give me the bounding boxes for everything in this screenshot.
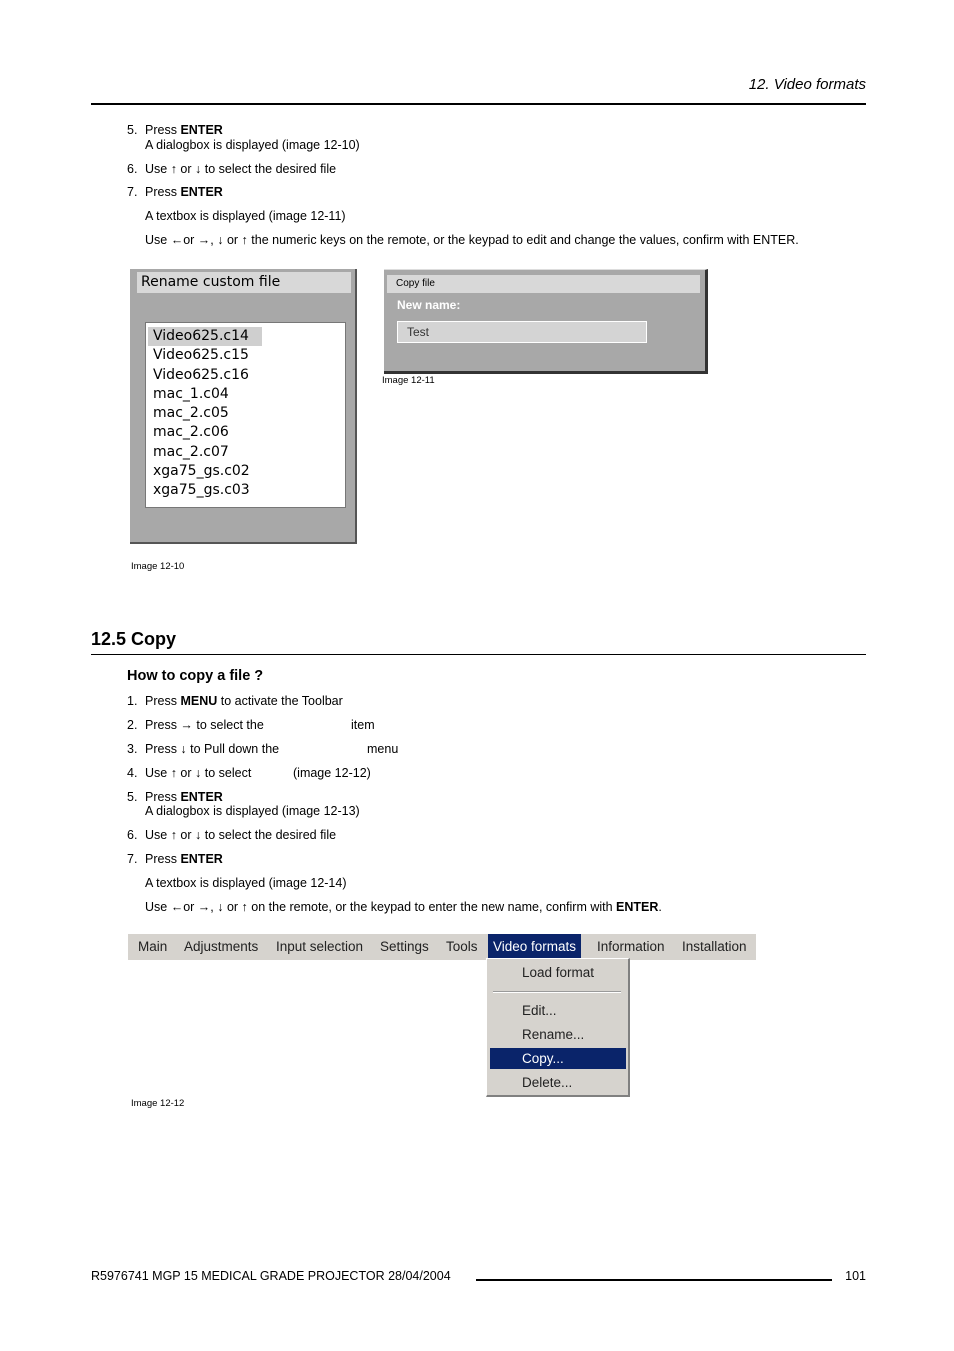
menu-main[interactable]: Main [138, 939, 168, 954]
use-keys-text-a: Use ←or →, ↓ or ↑ the numeric keys on the remote, or the keypad to edit and change the values, confirm with ENTER. [145, 233, 799, 247]
image-caption-12-12: Image 12-12 [131, 1098, 185, 1109]
textbox-shown-text-b: A textbox is displayed (image 12-14) [145, 876, 347, 890]
video-formats-dropdown [486, 958, 630, 1097]
chapter-header: 12. Video formats [748, 76, 866, 93]
step-b2: 2. Press → to select the [127, 718, 264, 732]
subsection-title: How to copy a file ? [127, 668, 264, 684]
list-item[interactable]: xga75_gs.c02 [153, 463, 250, 480]
rename-custom-file-dialog [130, 269, 357, 544]
list-item[interactable]: mac_2.c06 [153, 424, 229, 441]
dialog-shown-text-a: A dialogbox is displayed (image 12-10) [145, 138, 360, 152]
step-b3: 3. Press ↓ to Pull down the [127, 742, 280, 756]
dropdown-rename[interactable]: Rename... [522, 1027, 585, 1042]
section-title: 12.5 Copy [91, 629, 177, 649]
dialog-title: Copy file [387, 275, 700, 293]
dropdown-copy[interactable]: Copy... [490, 1048, 626, 1069]
list-item[interactable]: Video625.c16 [153, 366, 249, 383]
dialog-shown-text-b: A dialogbox is displayed (image 12-13) [145, 804, 360, 818]
textbox-shown-text-a: A textbox is displayed (image 12-11) [145, 209, 346, 223]
step-a6: 6. Use ↑ or ↓ to select the desired file [127, 162, 337, 176]
step-b2-tail: item [351, 718, 375, 732]
dropdown-separator [493, 991, 621, 993]
menu-video-formats[interactable]: Video formats [488, 934, 581, 958]
menu-adjustments[interactable]: Adjustments [184, 939, 259, 954]
step-a7: 7. Press ENTER [127, 185, 223, 199]
menu-installation[interactable]: Installation [682, 939, 747, 954]
section-rule [91, 654, 866, 655]
image-caption-12-10: Image 12-10 [131, 561, 185, 572]
list-item[interactable]: mac_2.c07 [153, 443, 229, 460]
dropdown-load-format[interactable]: Load format [522, 965, 595, 980]
image-caption-12-11: Image 12-11 [382, 375, 435, 386]
list-item[interactable]: Video625.c14 [148, 327, 262, 346]
menu-information[interactable]: Information [597, 939, 665, 954]
file-list[interactable] [145, 322, 346, 508]
menu-input-selection[interactable]: Input selection [276, 939, 364, 954]
dropdown-edit[interactable]: Edit... [522, 1003, 557, 1018]
footer-doc-info: R5976741 MGP 15 MEDICAL GRADE PROJECTOR 28/04/2004 [91, 1269, 451, 1283]
step-b4-tail: (image 12-12) [293, 766, 371, 780]
menu-settings[interactable]: Settings [380, 939, 429, 954]
step-b7: 7. Press ENTER [127, 852, 223, 866]
toolbar-menubar [128, 934, 756, 960]
dropdown-delete[interactable]: Delete... [522, 1075, 573, 1090]
list-item[interactable]: xga75_gs.c03 [153, 482, 250, 499]
page-number: 101 [845, 1269, 866, 1283]
footer-rule [476, 1279, 832, 1281]
dialog-title: Rename custom file [137, 272, 351, 293]
use-keys-text-b: Use ←or →, ↓ or ↑ on the remote, or the keypad to enter the new name, confirm with ENTER. [145, 900, 662, 914]
step-b4: 4. Use ↑ or ↓ to select [127, 766, 252, 780]
menu-tools[interactable]: Tools [446, 939, 478, 954]
copy-file-dialog [384, 269, 708, 374]
header-rule [91, 103, 866, 105]
list-item[interactable]: mac_2.c05 [153, 405, 229, 422]
step-b3-tail: menu [367, 742, 399, 756]
step-b5: 5. Press ENTER [127, 790, 223, 804]
new-name-label: New name: [397, 298, 461, 312]
list-item[interactable]: mac_1.c04 [153, 385, 229, 402]
step-b1: 1. Press MENU to activate the Toolbar [127, 694, 343, 708]
list-item[interactable]: Video625.c15 [153, 347, 249, 364]
new-name-input[interactable]: Test [397, 321, 647, 343]
step-a5: 5. Press ENTER [127, 123, 223, 137]
step-b6: 6. Use ↑ or ↓ to select the desired file [127, 828, 337, 842]
